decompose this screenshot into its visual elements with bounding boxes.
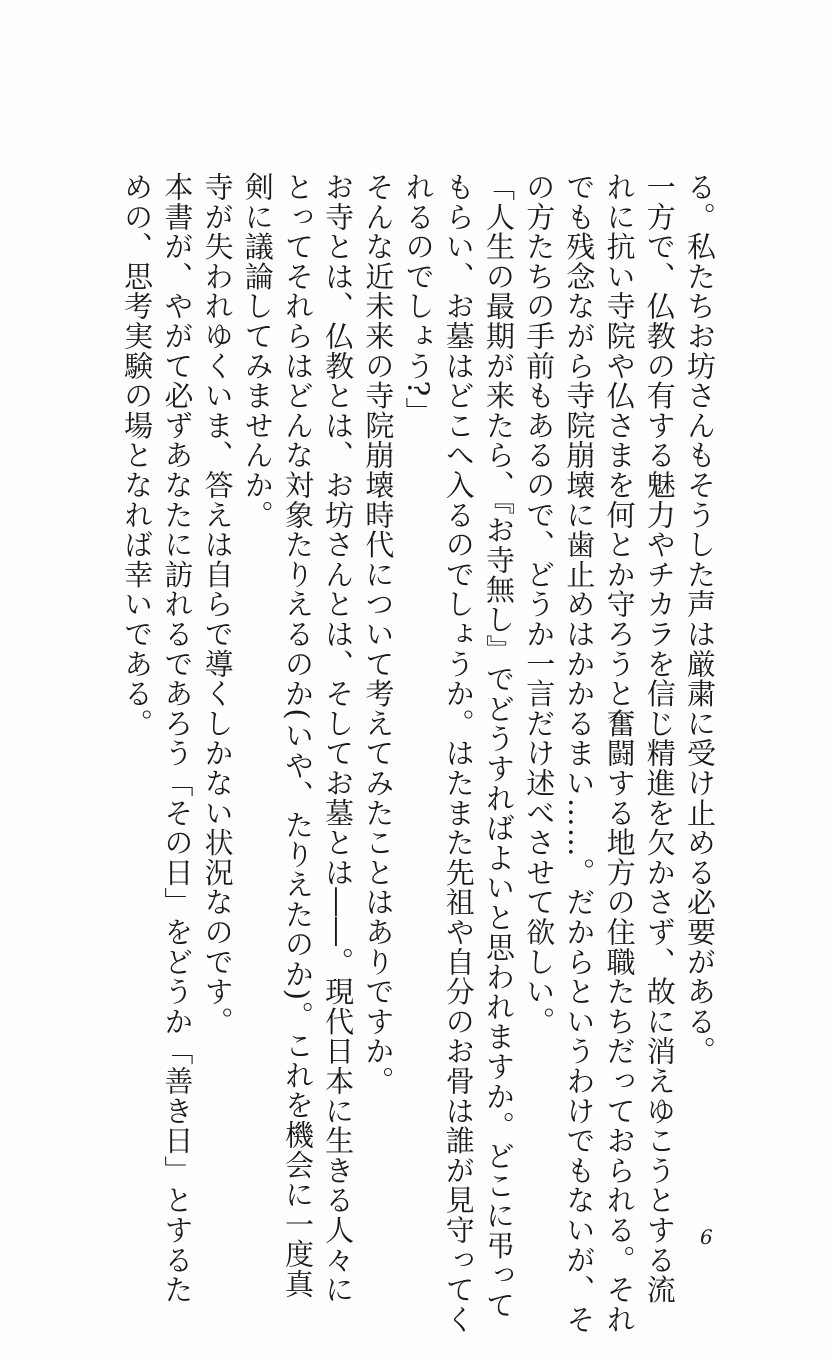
- text-line: 本書が、やがて必ずあなたに訪れるであろう「その日」をどうか「善き日」とするた: [160, 172, 195, 1305]
- text-line: 「人生の最期が来たら、『お寺無し』でどうすればよいと思われますか。どこに弔って: [481, 172, 516, 1320]
- text-line: とってそれらはどんな対象たりえるのか(いや、たりえたのか)。これを機会に一度真: [280, 172, 315, 1299]
- text-line: の方たちの手前もあるので、どうか一言だけ述べさせて欲しい。: [522, 172, 557, 1037]
- text-line: 寺が失われゆくいま、答えは自らで導くしかない状況なのです。: [200, 172, 235, 1037]
- text-line: お寺とは、仏教とは、お坊さんとは、そしてお墓とは――。現代日本に生きる人々に: [321, 172, 356, 1305]
- vertical-text-body: [117, 172, 720, 1335]
- text-line: でも残念ながら寺院崩壊に歯止めはかかるまい……。だからというわけでもないが、そ: [562, 172, 597, 1335]
- text-line: れに抗い寺院や仏さまを何とか守ろうと奮闘する地方の住職たちだっておられる。それ: [602, 172, 637, 1335]
- text-line: 剣に議論してみませんか。: [240, 172, 275, 530]
- text-line: る。私たちお坊さんもそうした声は厳粛に受け止める必要がある。: [683, 172, 717, 1066]
- text-line: 一方で、仏教の有する魅力やチカラを信じ精進を欠かさず、故に消えゆこうとする流: [642, 172, 677, 1305]
- text-line: そんな近未来の寺院崩壊時代について考えてみたことはありですか。: [361, 172, 396, 1096]
- text-line: めの、思考実験の場となれば幸いである。: [120, 172, 155, 739]
- text-line: れるのでしょう?」: [401, 172, 436, 427]
- text-line: もらい、お墓はどこへ入るのでしょうか。はたまた先祖や自分のお骨は誰が見守ってく: [441, 172, 476, 1335]
- page-number: 6: [700, 1225, 713, 1249]
